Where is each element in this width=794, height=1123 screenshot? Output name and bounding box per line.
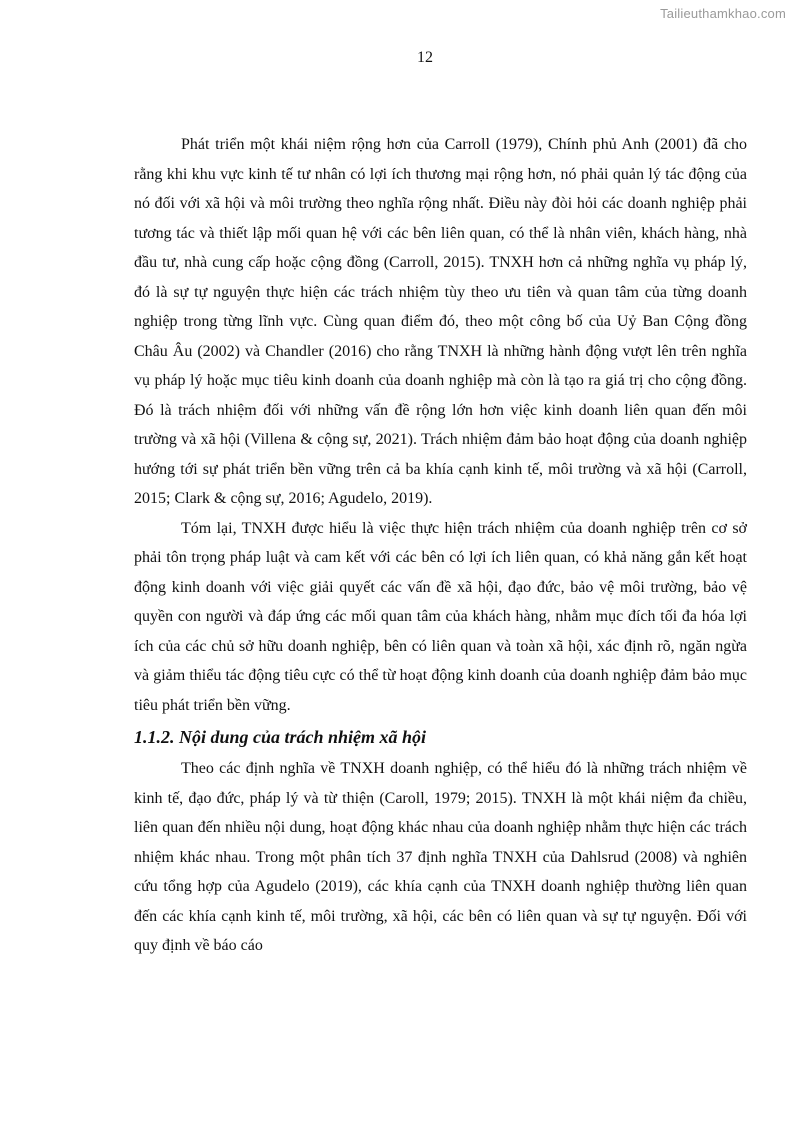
paragraph: Phát triển một khái niệm rộng hơn của Carroll (1979), Chính phủ Anh (2001) đã cho rằng khi khu vực kinh tế tư nhân có lợi ích thương mại rộng hơn, nó phải quản lý tác động của nó đối với xã hội và môi trường theo nghĩa rộng nhất. Điều này đòi hỏi các doanh nghiệp phải tương tác và thiết lập mối quan hệ với các bên liên quan, có thể là nhân viên, khách hàng, nhà đầu tư, nhà cung cấp hoặc cộng đồng (Carroll, 2015). TNXH hơn cả những nghĩa vụ pháp lý, đó là sự tự nguyện thực hiện các trách nhiệm tùy theo ưu tiên và quan tâm của từng doanh nghiệp trong từng lĩnh vực. Cùng quan điểm đó, theo một công bố của Uỷ Ban Cộng đồng Châu Âu (2002) và Chandler (2016) cho rằng TNXH là những hành động vượt lên trên nghĩa vụ pháp lý hoặc mục tiêu kinh doanh của doanh nghiệp mà còn là tạo ra giá trị cho cộng đồng. Đó là trách nhiệm đối với những vấn đề rộng lớn hơn việc kinh doanh liên quan đến môi trường và xã hội (Villena & cộng sự, 2021). Trách nhiệm đảm bảo hoạt động của doanh nghiệp hướng tới sự phát triển bền vững trên cả ba khía cạnh kinh tế, môi trường và xã hội (Carroll, 2015; Clark & cộng sự, 2016; Agudelo, 2019). xyxy=(134,136,747,507)
paragraph: Tóm lại, TNXH được hiểu là việc thực hiện trách nhiệm của doanh nghiệp trên cơ sở phải tôn trọng pháp luật và cam kết với các bên có lợi ích liên quan, có khả năng gắn kết hoạt động kinh doanh với việc giải quyết các vấn đề xã hội, đạo đức, bảo vệ môi trường, bảo vệ quyền con người và đáp ứng các mối quan tâm của khách hàng, nhằm mục đích tối đa hóa lợi ích của các chủ sở hữu doanh nghiệp, bên có liên quan và toàn xã hội, xác định rõ, ngăn ngừa và giảm thiểu tác động tiêu cực có thể từ hoạt động kinh doanh của doanh nghiệp đảm bảo mục tiêu phát triển bền vững. xyxy=(134,519,747,714)
section-heading: 1.1.2. Nội dung của trách nhiệm xã hội xyxy=(134,727,427,747)
paragraph: Theo các định nghĩa về TNXH doanh nghiệp, có thể hiểu đó là những trách nhiệm về kinh tế, đạo đức, pháp lý và từ thiện (Caroll, 1979; 2015). TNXH là một khái niệm đa chiều, liên quan đến nhiều nội dung, hoạt động khác nhau của doanh nghiệp nhằm thực hiện các trách nhiệm khác nhau. Trong một phân tích 37 định nghĩa TNXH của Dahlsrud (2008) và nghiên cứu tổng hợp của Agudelo (2019), các khía cạnh của TNXH doanh nghiệp thường liên quan đến các khía cạnh kinh tế, môi trường, xã hội, các bên có liên quan và sự tự nguyện. Đối với quy định về báo cáo xyxy=(134,760,747,954)
page-number: 12 xyxy=(417,49,433,66)
watermark: Tailieuthamkhao.com xyxy=(660,6,786,21)
document-body xyxy=(134,130,747,961)
